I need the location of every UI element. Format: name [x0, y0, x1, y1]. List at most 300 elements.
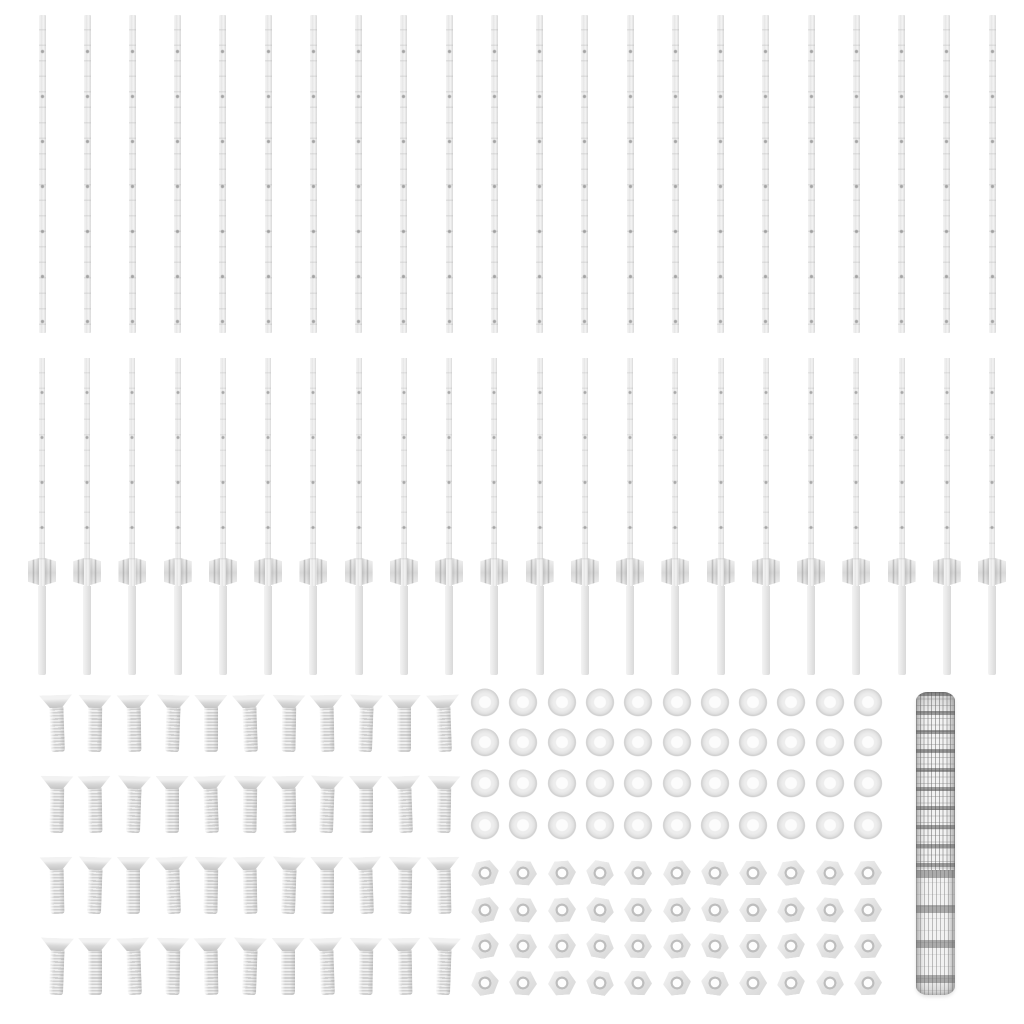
- post-shaft-lower: [128, 586, 136, 675]
- nut-hole: [861, 976, 874, 989]
- fence-post: [989, 15, 996, 333]
- countersunk-bolt: [156, 776, 189, 834]
- nut-hole: [477, 902, 492, 917]
- bolt-threaded-shaft: [280, 869, 296, 914]
- washer: [739, 729, 768, 758]
- bolt-threaded-shaft: [49, 788, 64, 833]
- nut-hole: [669, 976, 683, 990]
- post-shaft-upper: [853, 358, 859, 586]
- bolt-threaded-shaft: [435, 707, 451, 752]
- hex-nut: [699, 932, 730, 960]
- hex-nut: [776, 859, 807, 887]
- anchor-fin-right: [633, 558, 644, 585]
- post-shaft-lower: [38, 586, 46, 675]
- bolt-head: [388, 695, 421, 708]
- bolt-head: [427, 937, 460, 951]
- bolt-threaded-shaft: [242, 707, 258, 752]
- anchor-fin-left: [435, 558, 446, 585]
- countersunk-bolt: [232, 694, 267, 753]
- anchor-fin-left: [978, 558, 989, 585]
- bolt-head: [38, 694, 71, 708]
- nut-hole: [477, 865, 492, 880]
- bolt-threaded-shaft: [126, 707, 141, 752]
- bolt-threaded-shaft: [358, 707, 374, 752]
- anchor-fin-left: [254, 558, 265, 585]
- washer: [509, 812, 538, 841]
- washer: [624, 812, 653, 841]
- bolt-threaded-shaft: [281, 707, 296, 752]
- fence-post-with-ground-anchor: [570, 358, 600, 675]
- anchor-fin-left: [28, 558, 39, 585]
- hex-nut: [661, 897, 691, 924]
- countersunk-bolt: [78, 776, 112, 835]
- hex-nut: [469, 896, 501, 924]
- bolt-threaded-shaft: [203, 869, 218, 914]
- post-shaft-lower: [581, 586, 589, 675]
- fence-post-with-ground-anchor: [887, 358, 917, 675]
- post-shaft-lower: [762, 586, 770, 675]
- bolt-head: [40, 776, 73, 790]
- post-shaft-lower: [490, 586, 498, 675]
- bolt-head: [117, 775, 150, 789]
- post-shaft-upper: [39, 358, 45, 586]
- anchor-fin-right: [814, 558, 825, 585]
- bolt-threaded-shaft: [126, 869, 140, 914]
- bolt-threaded-shaft: [48, 950, 64, 995]
- countersunk-bolt: [272, 938, 305, 996]
- bolt-head: [272, 695, 305, 709]
- countersunk-bolt: [78, 695, 112, 754]
- hex-nut: [739, 861, 767, 885]
- nut-hole: [747, 977, 760, 990]
- hex-nut: [699, 896, 730, 924]
- countersunk-bolt: [193, 775, 228, 834]
- bolt-threaded-shaft: [88, 950, 102, 995]
- nut-hole: [784, 866, 799, 881]
- fence-post-with-ground-anchor: [796, 358, 826, 675]
- post-shaft-upper: [446, 358, 452, 586]
- bolt-threaded-shaft: [87, 869, 103, 914]
- anchor-fin-left: [164, 558, 175, 585]
- post-shaft-upper: [718, 358, 724, 586]
- countersunk-bolt: [155, 856, 190, 915]
- anchor-fin-left: [73, 558, 84, 585]
- bolt-head: [350, 694, 383, 708]
- fence-post: [265, 15, 272, 333]
- fence-post: [943, 15, 950, 333]
- bolt-threaded-shaft: [87, 707, 102, 752]
- hex-nut: [584, 859, 616, 887]
- bolt-head: [116, 937, 149, 951]
- anchor-fin-right: [135, 558, 146, 585]
- post-shaft-upper: [175, 358, 181, 586]
- washer: [815, 812, 844, 841]
- anchor-fin-right: [724, 558, 735, 585]
- countersunk-bolt: [271, 856, 306, 915]
- hex-nut: [469, 859, 501, 887]
- bolt-threaded-shaft: [204, 707, 218, 752]
- countersunk-bolt: [78, 938, 111, 996]
- fence-post-with-ground-anchor: [208, 358, 238, 675]
- nut-hole: [823, 939, 837, 953]
- countersunk-bolt: [310, 857, 343, 915]
- anchor-fin-left: [616, 558, 627, 585]
- anchor-fin-left: [390, 558, 401, 585]
- bolt-threaded-shaft: [165, 788, 179, 833]
- post-shaft-lower: [355, 586, 363, 675]
- anchor-fin-right: [226, 558, 237, 585]
- nut-hole: [516, 976, 530, 990]
- fence-post-with-ground-anchor: [977, 358, 1007, 675]
- anchor-fin-right: [678, 558, 689, 585]
- countersunk-bolt: [349, 776, 382, 834]
- nut-hole: [555, 939, 569, 953]
- fence-post-with-ground-anchor: [841, 358, 871, 675]
- bolt-head: [425, 694, 458, 708]
- washer: [700, 729, 729, 758]
- bolt-head: [387, 775, 420, 789]
- nut-hole: [592, 975, 607, 990]
- bolt-head: [195, 857, 228, 871]
- hex-nut: [815, 933, 845, 960]
- bolt-head: [156, 776, 189, 789]
- countersunk-bolt: [155, 938, 189, 997]
- hex-nut: [699, 969, 730, 997]
- countersunk-bolt: [387, 775, 422, 834]
- fence-post-with-ground-anchor: [117, 358, 147, 675]
- post-shaft-upper: [899, 358, 905, 586]
- bolt-head: [117, 857, 150, 870]
- washer: [700, 812, 729, 841]
- bolt-head: [156, 938, 189, 952]
- bolt-head: [156, 694, 189, 708]
- nut-hole: [707, 903, 722, 918]
- nut-hole: [516, 866, 530, 880]
- washer: [777, 729, 806, 758]
- bolt-threaded-shaft: [359, 788, 373, 833]
- hex-nut: [547, 860, 577, 886]
- washer: [624, 770, 653, 799]
- bolt-threaded-shaft: [242, 788, 257, 833]
- anchor-fin-left: [299, 558, 310, 585]
- bolt-head: [310, 695, 343, 709]
- anchor-fin-right: [859, 558, 870, 585]
- countersunk-bolt: [194, 695, 227, 753]
- washer: [624, 689, 653, 718]
- hex-nut: [508, 970, 538, 996]
- nut-hole: [516, 939, 530, 953]
- post-shaft-upper: [944, 358, 950, 586]
- nut-hole: [861, 866, 874, 879]
- washer: [585, 770, 614, 799]
- washer: [547, 812, 576, 841]
- bolt-threaded-shaft: [397, 788, 413, 833]
- hex-nut: [739, 971, 767, 995]
- nut-hole: [477, 975, 492, 990]
- bolt-threaded-shaft: [203, 788, 219, 833]
- anchor-fin-right: [452, 558, 463, 585]
- fence-post: [174, 15, 181, 333]
- fence-post: [400, 15, 407, 333]
- bolt-head: [310, 857, 343, 870]
- fence-post: [581, 15, 588, 333]
- nut-hole: [747, 940, 760, 953]
- anchor-fin-right: [905, 558, 916, 585]
- washer: [777, 689, 806, 718]
- anchor-fin-left: [888, 558, 899, 585]
- nut-hole: [555, 903, 569, 917]
- nut-hole: [707, 976, 722, 991]
- bolt-threaded-shaft: [125, 788, 141, 833]
- anchor-fin-right: [588, 558, 599, 585]
- countersunk-bolt: [194, 938, 228, 997]
- nut-hole: [823, 866, 837, 880]
- countersunk-bolt: [310, 695, 344, 754]
- countersunk-bolt: [194, 857, 228, 916]
- bolt-threaded-shaft: [87, 788, 102, 833]
- fence-post-with-ground-anchor: [163, 358, 193, 675]
- countersunk-bolt: [309, 775, 344, 834]
- bolt-head: [39, 857, 72, 871]
- anchor-fin-left: [842, 558, 853, 585]
- bolt-threaded-shaft: [126, 950, 142, 995]
- post-shaft-upper: [808, 358, 814, 586]
- nut-hole: [707, 866, 722, 881]
- washer: [662, 812, 691, 841]
- hex-nut: [469, 932, 501, 960]
- anchor-fin-left: [526, 558, 537, 585]
- bolt-head: [349, 938, 382, 952]
- bolt-head: [348, 856, 381, 870]
- bolt-threaded-shaft: [358, 869, 374, 914]
- anchor-fin-right: [45, 558, 56, 585]
- countersunk-bolt: [426, 776, 460, 835]
- hex-nut: [854, 971, 883, 996]
- post-shaft-lower: [807, 586, 815, 675]
- washer: [739, 689, 768, 718]
- anchor-fin-right: [407, 558, 418, 585]
- fence-post: [84, 15, 91, 333]
- hex-nut: [699, 859, 730, 887]
- countersunk-bolt: [387, 938, 421, 997]
- fence-post-with-ground-anchor: [27, 358, 57, 675]
- post-shaft-lower: [264, 586, 272, 675]
- fence-post: [627, 15, 634, 333]
- washer: [854, 729, 883, 758]
- post-shaft-lower: [717, 586, 725, 675]
- post-shaft-upper: [129, 358, 135, 586]
- washer: [815, 729, 844, 758]
- washer: [624, 729, 653, 758]
- bolt-threaded-shaft: [397, 869, 412, 914]
- washer: [739, 770, 768, 799]
- washer: [662, 729, 691, 758]
- countersunk-bolt: [426, 857, 460, 916]
- fence-post-with-ground-anchor: [434, 358, 464, 675]
- fence-post-with-ground-anchor: [344, 358, 374, 675]
- post-shaft-upper: [491, 358, 497, 586]
- bolt-head: [233, 776, 266, 790]
- hex-nut: [661, 860, 691, 887]
- fence-post: [129, 15, 136, 333]
- nut-hole: [592, 865, 607, 880]
- anchor-fin-right: [497, 558, 508, 585]
- washer: [585, 689, 614, 718]
- fence-post-with-ground-anchor: [751, 358, 781, 675]
- washer: [777, 812, 806, 841]
- washer: [585, 812, 614, 841]
- hex-nut: [854, 861, 883, 886]
- nut-hole: [823, 903, 837, 917]
- hex-nut: [584, 932, 616, 960]
- nut-hole: [861, 939, 874, 952]
- countersunk-bolt: [425, 937, 460, 996]
- anchor-fin-left: [571, 558, 582, 585]
- washer: [815, 689, 844, 718]
- bolt-head: [388, 857, 421, 871]
- washer: [585, 729, 614, 758]
- washer: [471, 812, 500, 841]
- hex-nut: [584, 896, 616, 924]
- hex-nut: [739, 898, 767, 922]
- washer: [854, 812, 883, 841]
- anchor-fin-right: [90, 558, 101, 585]
- bolt-head: [78, 938, 111, 951]
- nut-hole: [747, 904, 760, 917]
- washer: [662, 770, 691, 799]
- washer: [662, 689, 691, 718]
- fence-post: [853, 15, 860, 333]
- bolt-threaded-shaft: [242, 869, 257, 914]
- washer: [547, 729, 576, 758]
- hex-nut: [508, 933, 538, 959]
- anchor-fin-right: [181, 558, 192, 585]
- post-shaft-upper: [989, 358, 995, 586]
- hex-nut: [776, 932, 807, 960]
- fence-post: [536, 15, 543, 333]
- bolt-threaded-shaft: [165, 950, 180, 995]
- countersunk-bolt: [117, 857, 150, 915]
- countersunk-bolt: [39, 857, 73, 916]
- bolt-head: [194, 695, 227, 708]
- bolt-threaded-shaft: [319, 950, 335, 995]
- countersunk-bolt: [77, 856, 112, 915]
- nut-hole: [477, 938, 492, 953]
- fence-post-with-ground-anchor: [660, 358, 690, 675]
- bolt-threaded-shaft: [397, 950, 412, 995]
- fence-post-with-ground-anchor: [479, 358, 509, 675]
- post-shaft-lower: [536, 586, 544, 675]
- fence-post: [310, 15, 317, 333]
- bolt-threaded-shaft: [281, 788, 296, 833]
- nut-hole: [592, 902, 607, 917]
- anchor-fin-right: [769, 558, 780, 585]
- bolt-head: [40, 937, 73, 951]
- countersunk-bolt: [39, 776, 73, 835]
- fence-post: [355, 15, 362, 333]
- hex-nut: [469, 969, 501, 997]
- post-shaft-lower: [219, 586, 227, 675]
- hex-nut: [854, 934, 883, 959]
- bolt-head: [349, 776, 382, 789]
- anchor-fin-left: [752, 558, 763, 585]
- anchor-fin-left: [480, 558, 491, 585]
- countersunk-bolt: [116, 937, 151, 996]
- nut-hole: [784, 976, 799, 991]
- nut-hole: [747, 867, 760, 880]
- fence-post: [717, 15, 724, 333]
- countersunk-bolt: [232, 937, 267, 996]
- post-shaft-upper: [537, 358, 543, 586]
- bolt-head: [194, 938, 227, 952]
- post-shaft-lower: [174, 586, 182, 675]
- hex-nut: [854, 898, 883, 923]
- bolt-threaded-shaft: [358, 950, 373, 995]
- post-shaft-lower: [626, 586, 634, 675]
- bolt-threaded-shaft: [164, 707, 180, 752]
- bolt-head: [78, 695, 111, 709]
- washer: [547, 770, 576, 799]
- fence-post: [672, 15, 679, 333]
- post-shaft-upper: [401, 358, 407, 586]
- nut-hole: [631, 976, 644, 989]
- bolt-threaded-shaft: [204, 950, 219, 995]
- hex-nut: [624, 898, 653, 923]
- bolt-head: [155, 856, 188, 870]
- bolt-head: [78, 776, 111, 790]
- post-shaft-upper: [310, 358, 316, 586]
- anchor-fin-right: [271, 558, 282, 585]
- countersunk-bolt: [349, 938, 383, 997]
- wire-mesh-roll: [916, 692, 955, 995]
- post-shaft-lower: [400, 586, 408, 675]
- fence-post-with-ground-anchor: [615, 358, 645, 675]
- post-shaft-lower: [309, 586, 317, 675]
- nut-hole: [784, 939, 799, 954]
- bolt-head: [234, 937, 267, 951]
- bolt-threaded-shaft: [49, 869, 64, 914]
- countersunk-bolt: [232, 857, 266, 916]
- fence-post: [491, 15, 498, 333]
- washer: [739, 812, 768, 841]
- bolt-head: [309, 937, 342, 951]
- hex-nut: [661, 933, 691, 960]
- washer: [471, 770, 500, 799]
- nut-hole: [555, 976, 569, 990]
- mesh-roll-shading: [916, 692, 955, 995]
- bolt-threaded-shaft: [436, 788, 451, 833]
- bolt-threaded-shaft: [165, 869, 181, 914]
- countersunk-bolt: [155, 694, 190, 753]
- post-shaft-upper: [582, 358, 588, 586]
- post-shaft-lower: [671, 586, 679, 675]
- fence-post-with-ground-anchor: [706, 358, 736, 675]
- hex-nut: [624, 861, 653, 886]
- anchor-fin-left: [209, 558, 220, 585]
- post-shaft-upper: [265, 358, 271, 586]
- nut-hole: [669, 903, 683, 917]
- bolt-head: [232, 857, 265, 871]
- nut-hole: [823, 976, 837, 990]
- countersunk-bolt: [388, 695, 421, 753]
- countersunk-bolt: [271, 776, 305, 835]
- anchor-fin-left: [797, 558, 808, 585]
- nut-hole: [707, 939, 722, 954]
- bolt-threaded-shaft: [435, 950, 451, 995]
- bolt-threaded-shaft: [436, 869, 451, 914]
- fence-post: [219, 15, 226, 333]
- fence-post-with-ground-anchor: [932, 358, 962, 675]
